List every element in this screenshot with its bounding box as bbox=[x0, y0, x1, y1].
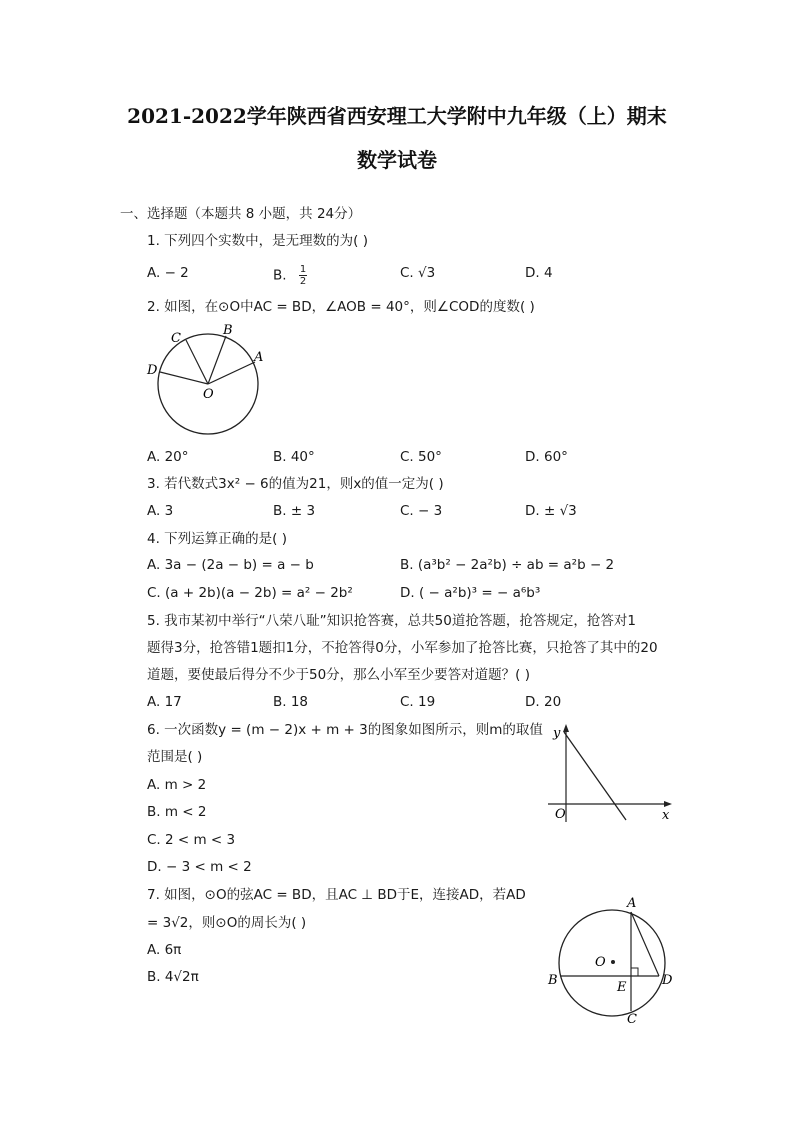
q7-center-dot bbox=[611, 960, 615, 964]
q2-radius-od bbox=[160, 372, 208, 384]
q6-graph-diagram bbox=[540, 722, 680, 827]
q7-option-b: B. 4√2π bbox=[147, 969, 199, 985]
q5-stem-line3: 道题，要使最后得分不少于50分，那么小军至少要答对道题？( ) bbox=[147, 667, 531, 683]
q1-fraction-numerator: 1 bbox=[299, 264, 307, 275]
q1-option-b-prefix: B. bbox=[273, 267, 287, 284]
q5-option-b: B. 18 bbox=[273, 694, 309, 710]
q1-fraction-denominator: 2 bbox=[299, 276, 307, 287]
q2-label-a: A bbox=[254, 350, 264, 365]
q7-circle-diagram bbox=[540, 890, 680, 1030]
q7-label-e: E bbox=[617, 980, 627, 995]
q2-label-o: O bbox=[203, 387, 214, 402]
q2-option-d: D. 60° bbox=[525, 449, 568, 465]
q7-label-b: B bbox=[548, 973, 558, 988]
q4-option-b: B. (a³b² − 2a²b) ÷ ab = a²b − 2 bbox=[400, 557, 615, 573]
q5-option-c: C. 19 bbox=[400, 694, 436, 710]
section-heading: 一、选择题（本题共 8 小题，共 24分） bbox=[120, 206, 362, 222]
q6-label-o: O bbox=[555, 807, 566, 822]
q3-option-a: A. 3 bbox=[147, 503, 174, 519]
q6-option-a: A. m > 2 bbox=[147, 777, 207, 793]
q3-option-c: C. − 3 bbox=[400, 503, 443, 519]
q2-option-c: C. 50° bbox=[400, 449, 442, 465]
q2-option-b: B. 40° bbox=[273, 449, 315, 465]
q7-stem-line2: = 3√2，则⊙O的周长为( ) bbox=[147, 915, 307, 931]
q6-option-b: B. m < 2 bbox=[147, 804, 207, 820]
q5-stem-line1: 5. 我市某初中举行“八荣八耻”知识抢答赛，总共50道抢答题，抢答规定，抢答对1 bbox=[147, 613, 636, 629]
q6-stem-line2: 范围是( ) bbox=[147, 749, 203, 765]
q6-label-x: x bbox=[662, 808, 670, 823]
q3-option-b: B. ± 3 bbox=[273, 503, 316, 519]
q6-label-y: y bbox=[553, 726, 561, 741]
q3-option-d: D. ± √3 bbox=[525, 503, 577, 519]
q2-label-c: C bbox=[171, 331, 181, 346]
q5-option-a: A. 17 bbox=[147, 694, 182, 710]
q6-stem-line1: 6. 一次函数y = (m − 2)x + m + 3的图象如图所示，则m的取值 bbox=[147, 722, 543, 738]
q2-radius-oc bbox=[186, 340, 208, 384]
q7-label-o: O bbox=[595, 955, 606, 970]
q1-option-c: C. √3 bbox=[400, 265, 436, 281]
q5-option-d: D. 20 bbox=[525, 694, 562, 710]
q4-option-d: D. ( − a²b)³ = − a⁶b³ bbox=[400, 585, 541, 601]
q2-stem: 2. 如图，在⊙O中AC = BD，∠AOB = 40°，则∠COD的度数( ) bbox=[147, 299, 535, 315]
q7-stem-line1: 7. 如图，⊙O的弦AC = BD，且AC ⊥ BD于E，连接AD，若AD bbox=[147, 887, 526, 903]
q5-stem-line2: 题得3分，抢答错1题扣1分，不抢答得0分，小军参加了抢答比赛，只抢答了其中的20 bbox=[147, 640, 658, 656]
q6-option-d: D. − 3 < m < 2 bbox=[147, 859, 252, 875]
q7-label-a: A bbox=[627, 896, 637, 911]
q6-option-c: C. 2 < m < 3 bbox=[147, 832, 236, 848]
q1-option-d: D. 4 bbox=[525, 265, 553, 281]
q1-option-b bbox=[273, 264, 307, 287]
q7-label-c: C bbox=[627, 1012, 637, 1027]
q6-y-arrow bbox=[563, 724, 569, 732]
q4-option-c: C. (a + 2b)(a − 2b) = a² − 2b² bbox=[147, 585, 353, 601]
q7-label-d: D bbox=[662, 973, 673, 988]
q2-option-a: A. 20° bbox=[147, 449, 189, 465]
q7-right-angle-mark bbox=[631, 968, 638, 976]
q3-stem: 3. 若代数式3x² − 6的值为21，则x的值一定为( ) bbox=[147, 476, 444, 492]
q2-label-d: D bbox=[147, 363, 158, 378]
q6-x-arrow bbox=[664, 801, 672, 807]
exam-title-line1: 2021-2022学年陕西省西安理工大学附中九年级（上）期末 bbox=[127, 104, 667, 128]
q6-function-line bbox=[564, 732, 626, 820]
exam-title-line2: 数学试卷 bbox=[357, 148, 437, 172]
q1-stem: 1. 下列四个实数中，是无理数的为( ) bbox=[147, 233, 368, 249]
q2-label-b: B bbox=[223, 323, 233, 338]
q1-option-a: A. − 2 bbox=[147, 265, 189, 281]
q2-circle-diagram bbox=[142, 320, 267, 445]
q1-fraction bbox=[299, 264, 307, 287]
q7-option-a: A. 6π bbox=[147, 942, 182, 958]
q4-option-a: A. 3a − (2a − b) = a − b bbox=[147, 557, 314, 573]
q4-stem: 4. 下列运算正确的是( ) bbox=[147, 531, 287, 547]
